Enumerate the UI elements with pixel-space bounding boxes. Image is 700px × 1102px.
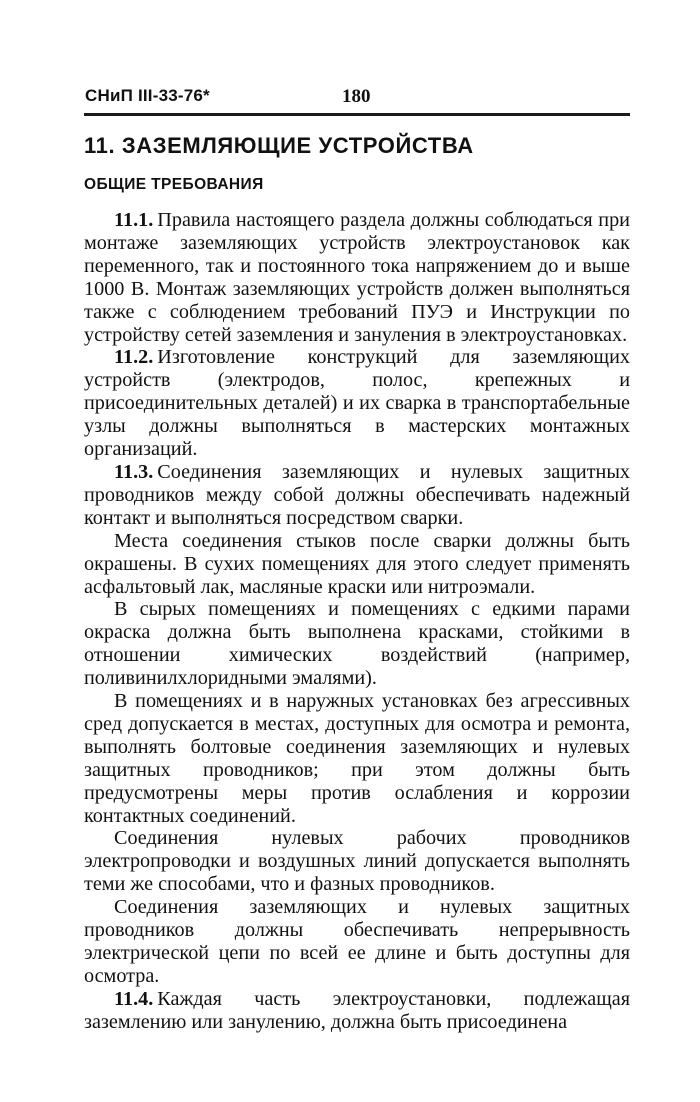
clause-number: 11.4. xyxy=(114,987,154,1010)
paragraph xyxy=(84,827,630,896)
header-rule xyxy=(84,113,630,116)
running-head xyxy=(84,82,630,112)
clause-number: 11.2. xyxy=(114,346,154,369)
clause-number: 11.1. xyxy=(114,209,154,231)
paragraph xyxy=(84,988,630,1034)
document-code: СНиП III-33-76* xyxy=(85,86,210,105)
document-page xyxy=(84,82,630,1034)
paragraph-text: Правила настоящего раздела должны соблюдаться при монтаже заземляющих устройств электроустановок как переменного, так и постоянного тока напряжением до и выше 1000 В. Монтаж заземляющих устройств должен выполняться также с соблюдением требований ПУЭ и Инструкции по устройству сетей заземления и зануления в электроустановках. xyxy=(84,209,630,346)
paragraph xyxy=(84,690,630,827)
paragraph-text: В помещениях и в наружных установках без агрессивных сред допускается в местах, доступных для осмотра и ремонта, выполнять болтовые соединения заземляющих и нулевых защитных проводников; при этом должны быть предусмотрены меры против ослабления и коррозии контактных соединений. xyxy=(84,690,630,827)
body-text xyxy=(84,209,630,1034)
paragraph xyxy=(84,598,630,690)
paragraph xyxy=(84,209,630,346)
paragraph-text: Изготовление конструкций для заземляющих устройств (электродов, полос, крепежных и присоединительных деталей) и их сварка в транспортабельные узлы должны выполняться в мастерских монтажных организаций. xyxy=(84,346,630,461)
paragraph xyxy=(84,896,630,988)
paragraph-text: Места соединения стыков после сварки должны быть окрашены. В сухих помещениях для этого следует применять асфальтовый лак, масляные краски или нитроэмали. xyxy=(84,529,630,598)
subsection-title: ОБЩИЕ ТРЕБОВАНИЯ xyxy=(84,176,264,193)
paragraph xyxy=(84,461,630,530)
paragraph xyxy=(84,346,630,461)
clause-number: 11.3. xyxy=(114,460,154,483)
paragraph-text: Соединения заземляющих и нулевых защитных проводников должны обеспечивать непрерывность электрической цепи по всей ее длине и быть доступны для осмотра. xyxy=(84,896,630,987)
paragraph-text: В сырых помещениях и помещениях с едкими парами окраска должна быть выполнена красками, стойкими в отношении химических воздействий (например, поливинилхлоридными эмалями). xyxy=(84,598,630,690)
paragraph xyxy=(84,530,630,599)
paragraph-text: Каждая часть электроустановки, подлежащая заземлению или занулению, должна быть присоединена xyxy=(84,987,630,1033)
page-number: 180 xyxy=(342,86,371,107)
paragraph-text: Соединения заземляющих и нулевых защитных проводников между собой должны обеспечивать надежный контакт и выполняться посредством сварки. xyxy=(84,460,630,529)
paragraph-text: Соединения нулевых рабочих проводников электропроводки и воздушных линий допускается выполнять теми же способами, что и фазных проводников. xyxy=(84,827,630,896)
section-title: 11. ЗАЗЕМЛЯЮЩИЕ УСТРОЙСТВА xyxy=(84,133,474,158)
